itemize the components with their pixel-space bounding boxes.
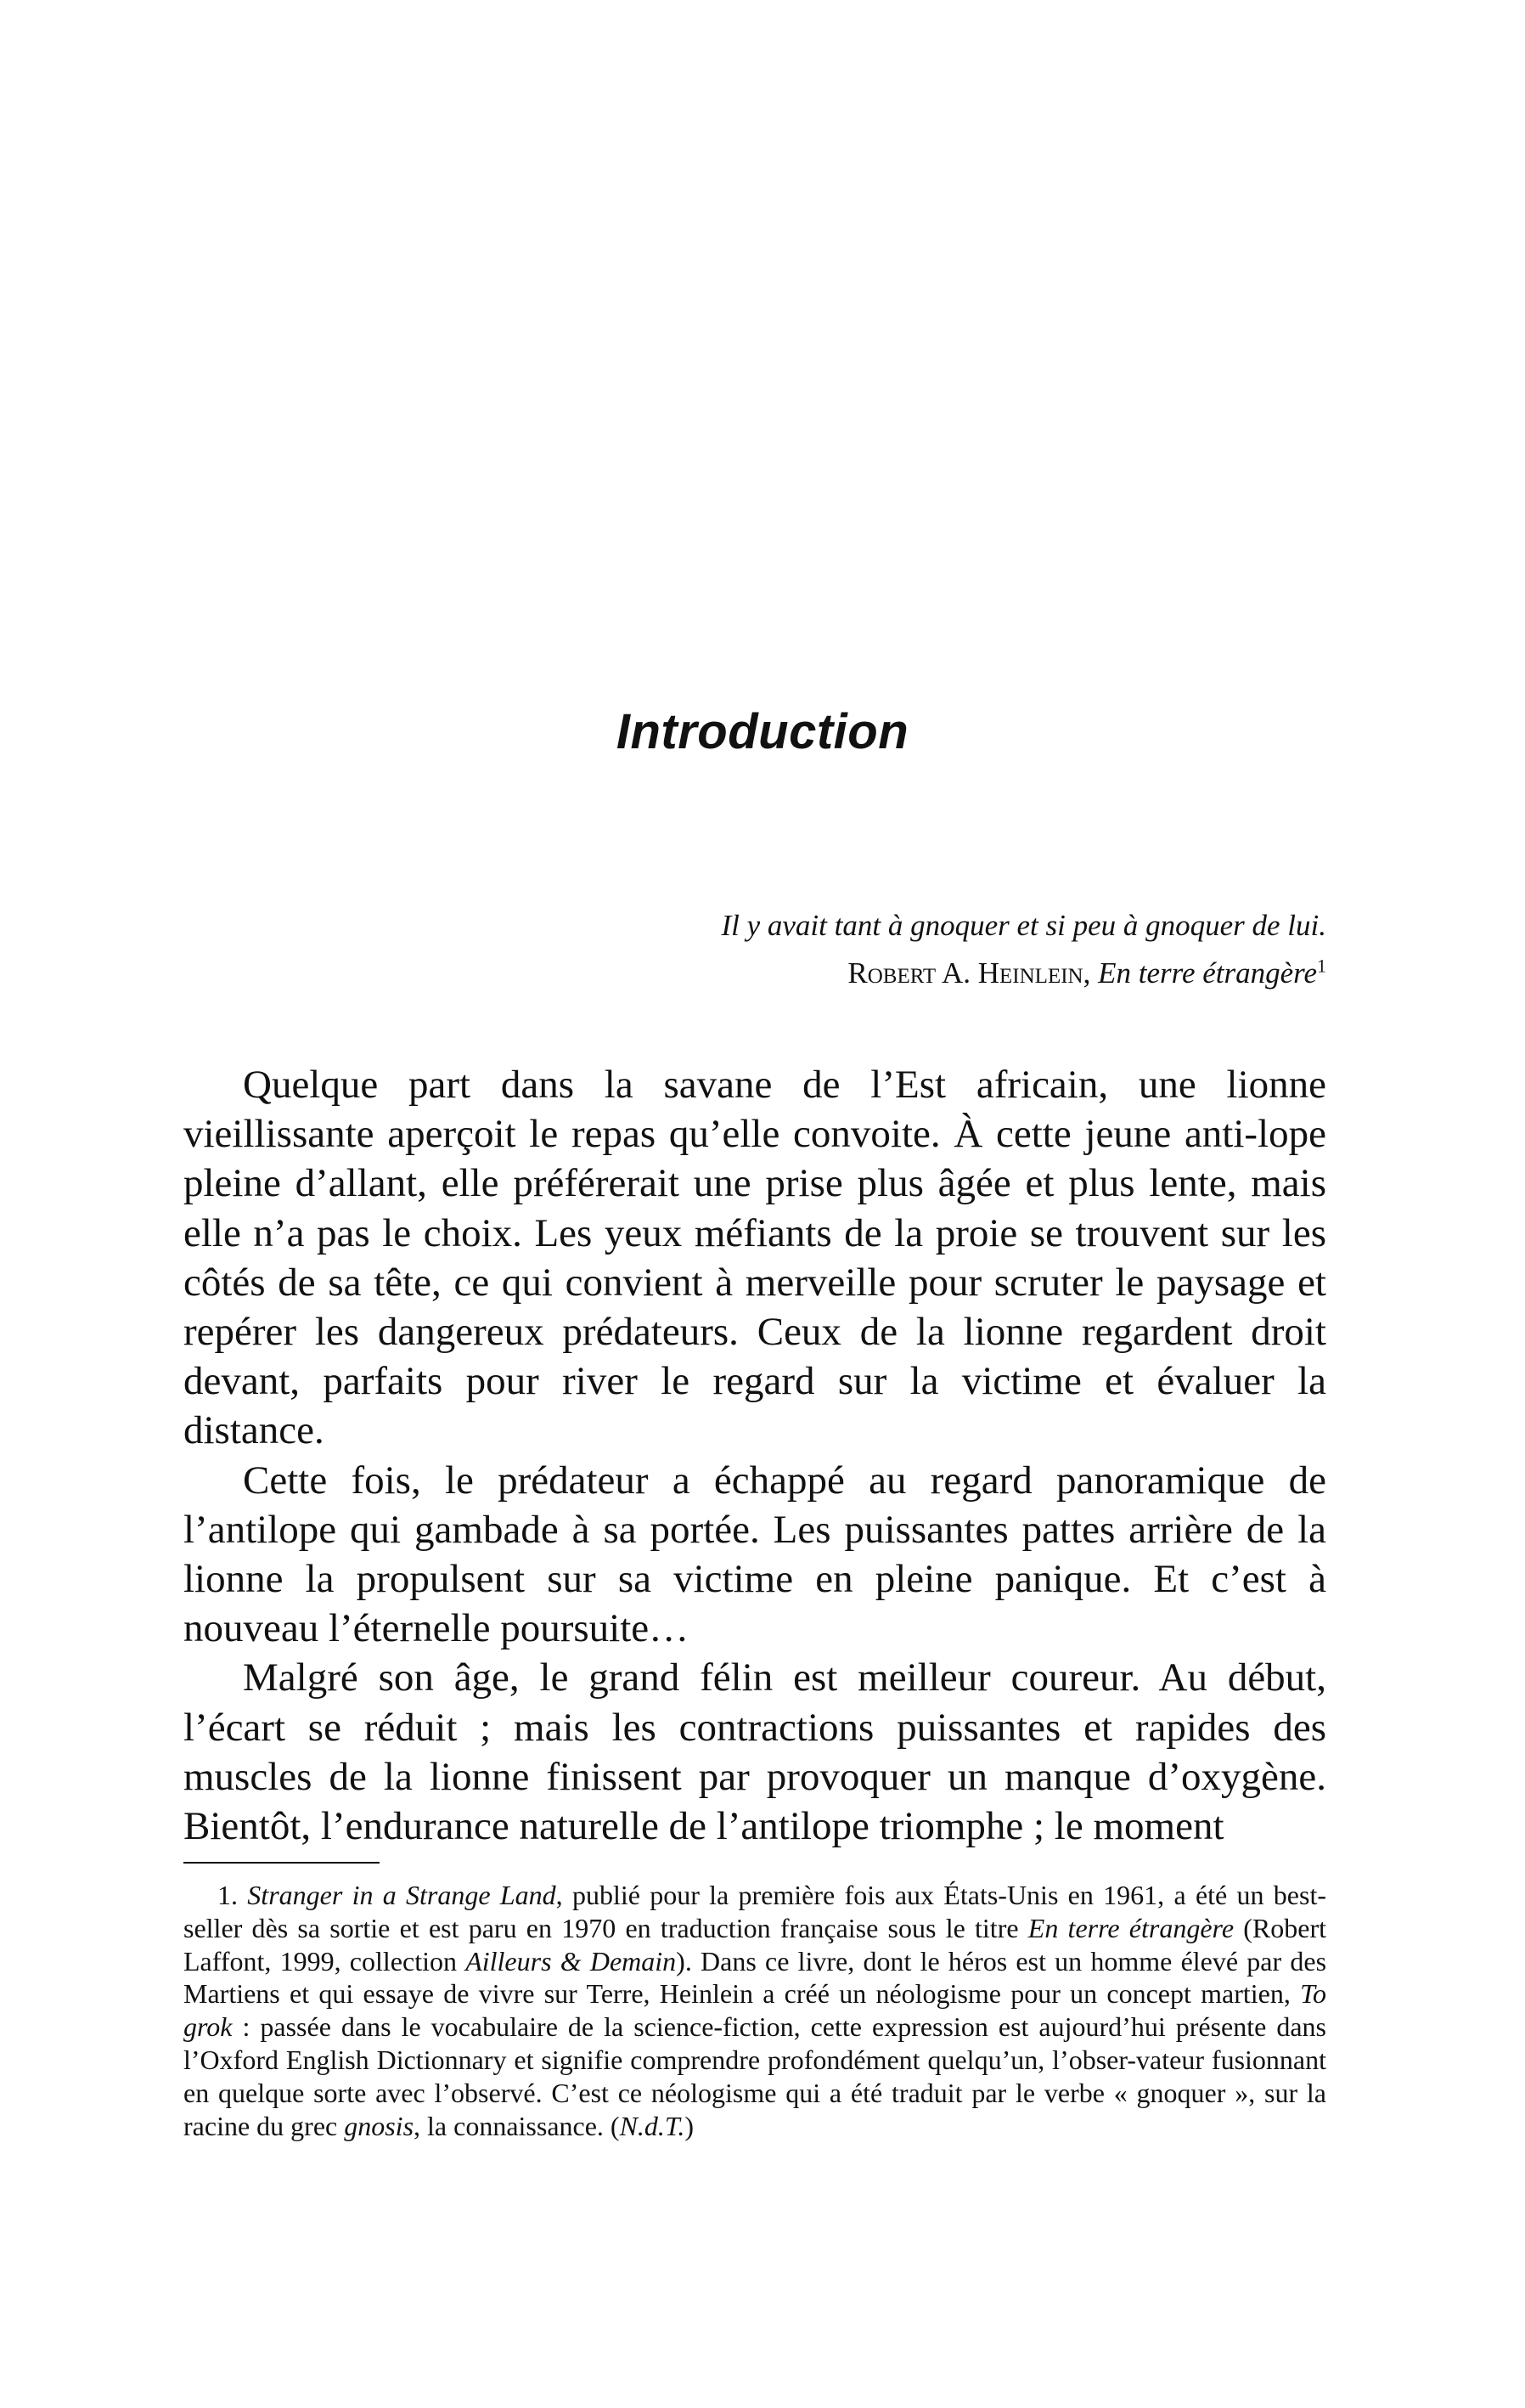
footnote-segment: ) [684, 2110, 694, 2141]
footnote-segment: gnosis [344, 2110, 414, 2141]
footnote-segment: Stranger in a Strange Land [247, 1880, 556, 1910]
footnote-separator [183, 1862, 380, 1864]
footnote-segment: ). Dans ce livre, dont le héros est un homme élevé par des Martiens et qui essaye de vivre sur Terre, Heinlein a créé un néologisme pour un concept martien, [183, 1945, 1327, 2010]
footnote-number: 1. [217, 1880, 238, 1910]
body-text [183, 1060, 1326, 1851]
footnote-paragraph [183, 1879, 1326, 2142]
footnote-segment: , publié pour la première fois aux États-Unis en 1961, a été un best-seller dès sa sortie et est paru en 1970 en traduction française sous le titre [183, 1880, 1327, 1943]
epigraph [183, 902, 1326, 997]
chapter-title: Introduction [616, 704, 909, 759]
footnote-segment: To grok [183, 1978, 1326, 2043]
footnote-segment: N.d.T. [619, 2110, 685, 2141]
epigraph-author: Robert A. Heinlein [847, 956, 1083, 990]
epigraph-separator: , [1083, 956, 1099, 990]
footnote-segment: , la connaissance. ( [414, 2110, 620, 2141]
body-paragraph: Malgré son âge, le grand félin est meilleur coureur. Au début, l’écart se réduit ; mais les contractions puissantes et rapides des muscles de la lionne finissent par provoquer un manque d’oxygène. Bientôt, l’endurance naturelle de l’antilope triomphe ; le moment [183, 1655, 1326, 1849]
body-paragraph: Quelque part dans la savane de l’Est africain, une lionne vieillissante aperçoit le repas qu’elle convoite. À cette jeune anti-lope pleine d’allant, elle préférerait une prise plus âgée et plus lente, mais elle n’a pas le choix. Les yeux méfiants de la proie se trouvent sur les côtés de sa tête, ce qui convient à merveille pour scruter le paysage et repérer les dangereux prédateurs. Ceux de la lionne regardent droit devant, parfaits pour river le regard sur la victime et évaluer la distance. [183, 1063, 1326, 1453]
epigraph-work: En terre étrangère [1098, 956, 1317, 990]
footnote-reference: 1 [1317, 955, 1326, 977]
footnote [183, 1879, 1326, 2142]
epigraph-attribution [183, 950, 1326, 997]
body-paragraph: Cette fois, le prédateur a échappé au regard panoramique de l’antilope qui gambade à sa portée. Les puissantes pattes arrière de la lionne la propulsent sur sa victime en pleine panique. Et c’est à nouveau l’éternelle poursuite… [183, 1458, 1326, 1651]
footnote-segment: : passée dans le vocabulaire de la science-fiction, cette expression est aujourd’hui présente dans l’Oxford English Dictionnary et signifie comprendre profondément quelqu’un, l’obser-vateur fusionnant en quelque sorte avec l’observé. C’est ce néologisme qui a été traduit par le verbe « gnoquer », sur la racine du grec [183, 2011, 1326, 2141]
epigraph-quote: Il y avait tant à gnoquer et si peu à gnoquer de lui. [721, 909, 1326, 942]
footnote-segment: Ailleurs & Demain [465, 1945, 677, 1977]
footnote-segment: (Robert Laffont, 1999, collection [183, 1912, 1327, 1977]
footnote-segment: En terre étrangère [1027, 1912, 1235, 1943]
